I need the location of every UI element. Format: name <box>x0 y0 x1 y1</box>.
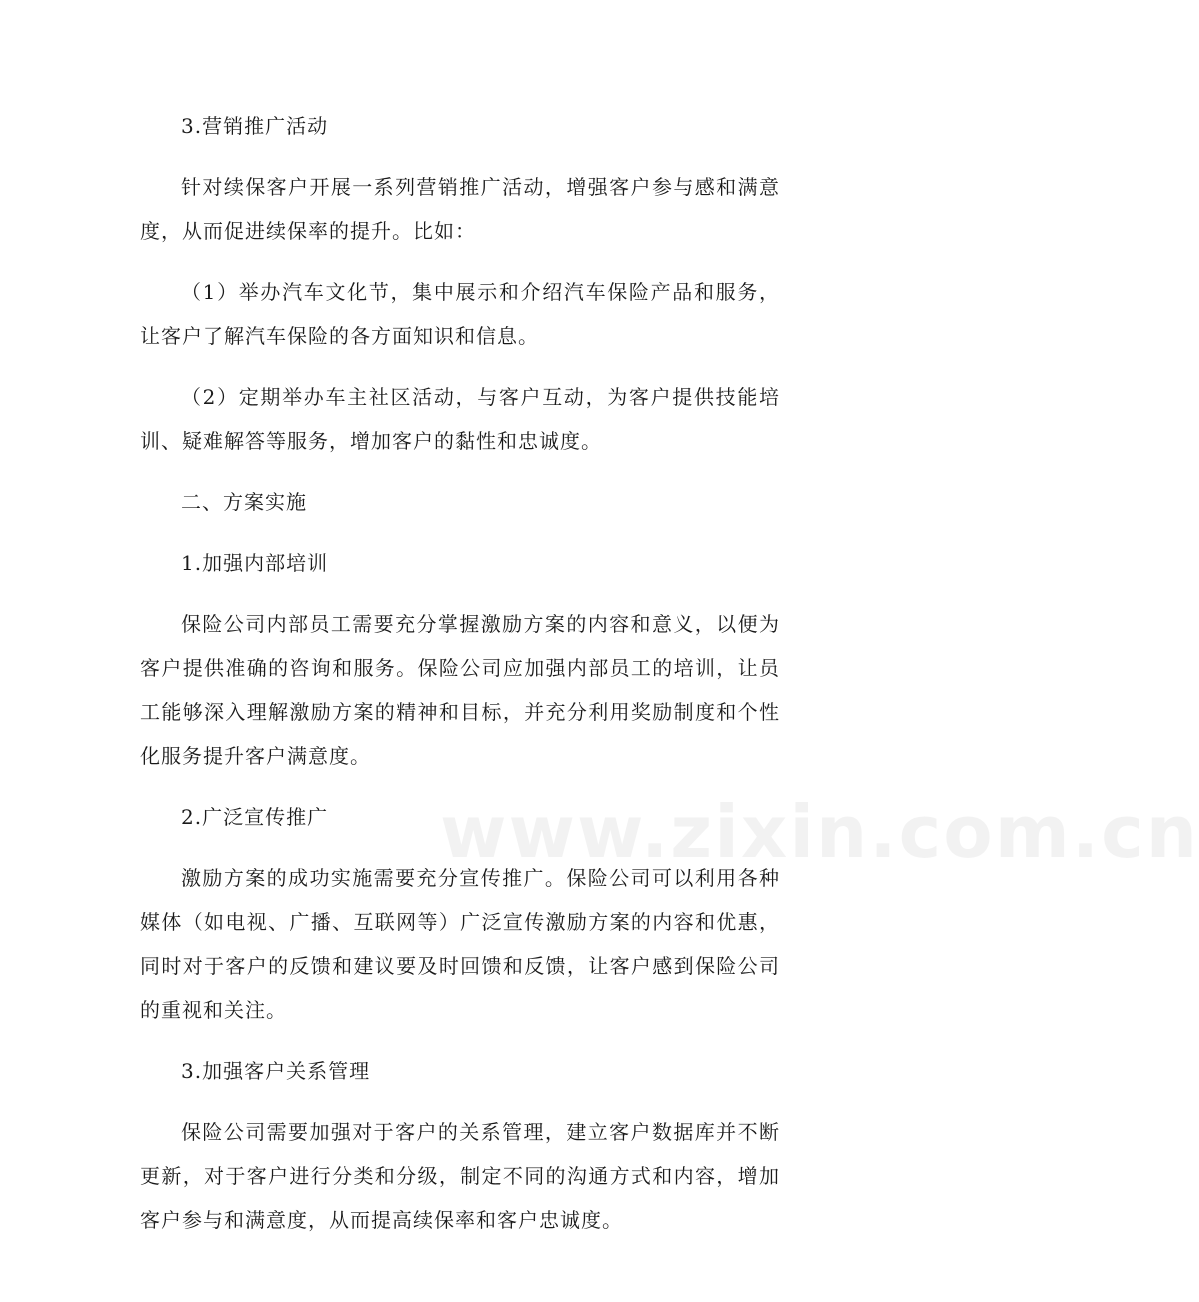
body-paragraph: 针对续保客户开展一系列营销推广活动，增强客户参与感和满意度，从而促进续保率的提升。比如： <box>140 175 780 243</box>
section-heading-implementation: 二、方案实施 <box>181 490 307 514</box>
subsection-heading-promotion: 2.广泛宣传推广 <box>181 805 329 829</box>
subsection-heading-crm: 3.加强客户关系管理 <box>181 1059 371 1083</box>
document-body <box>140 104 780 1242</box>
subsection-heading-training: 1.加强内部培训 <box>181 551 329 575</box>
list-item: （2）定期举办车主社区活动，与客户互动，为客户提供技能培训、疑难解答等服务，增加客户的黏性和忠诚度。 <box>140 385 780 453</box>
section-heading-marketing: 3.营销推广活动 <box>181 114 329 138</box>
body-paragraph: 激励方案的成功实施需要充分宣传推广。保险公司可以利用各种媒体（如电视、广播、互联网等）广泛宣传激励方案的内容和优惠，同时对于客户的反馈和建议要及时回馈和反馈，让客户感到保险公司的重视和关注。 <box>140 866 780 1022</box>
list-item: （1）举办汽车文化节，集中展示和介绍汽车保险产品和服务，让客户了解汽车保险的各方面知识和信息。 <box>140 280 780 348</box>
body-paragraph: 保险公司需要加强对于客户的关系管理，建立客户数据库并不断更新，对于客户进行分类和分级，制定不同的沟通方式和内容，增加客户参与和满意度，从而提高续保率和客户忠诚度。 <box>140 1120 780 1232</box>
watermark: www.zixin.com.cn <box>440 790 1199 874</box>
body-paragraph: 保险公司内部员工需要充分掌握激励方案的内容和意义，以便为客户提供准确的咨询和服务。保险公司应加强内部员工的培训，让员工能够深入理解激励方案的精神和目标，并充分利用奖励制度和个性化服务提升客户满意度。 <box>140 612 780 768</box>
